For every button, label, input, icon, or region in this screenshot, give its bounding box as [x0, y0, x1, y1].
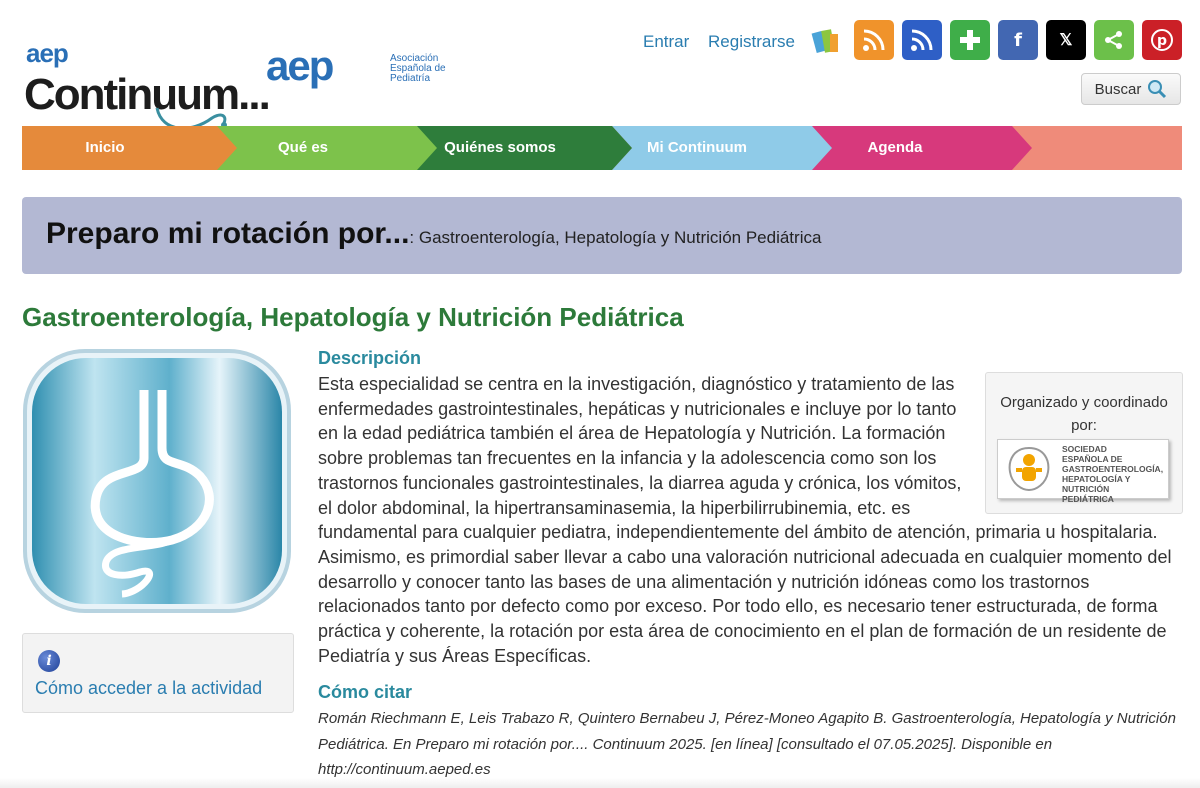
facebook-icon[interactable]: f	[998, 20, 1038, 60]
aep-logo-mark: aep	[266, 42, 333, 89]
digestive-system-icon	[22, 348, 292, 614]
add-icon[interactable]	[950, 20, 990, 60]
nav-background	[22, 126, 1182, 170]
continuum-logo-text: Continuum...	[24, 70, 269, 119]
aep-logo-text: Asociación Española de Pediatría	[390, 53, 446, 84]
access-activity-link[interactable]: Cómo acceder a la actividad	[35, 678, 263, 698]
seghnp-logo[interactable]	[997, 439, 1169, 504]
banner-title	[46, 217, 821, 251]
user-links	[643, 32, 809, 52]
register-link[interactable]: Registrarse	[708, 32, 795, 51]
share-icon[interactable]	[1094, 20, 1134, 60]
svg-text:p: p	[1156, 33, 1168, 49]
continuum-logo[interactable]	[24, 38, 269, 138]
main-nav	[22, 126, 1182, 170]
x-icon[interactable]: 𝕏	[1046, 20, 1086, 60]
banner-title-main: Preparo mi rotación por...	[46, 217, 410, 250]
page-banner	[22, 197, 1182, 274]
organizer-label: Organizado y coordinado por:	[1000, 394, 1168, 434]
bottom-fade	[0, 778, 1200, 788]
aep-logo[interactable]	[266, 42, 466, 102]
social-toolbar	[806, 20, 1182, 60]
continuum-logo-caep: aep	[26, 38, 68, 68]
rss-alt-icon[interactable]	[902, 20, 942, 60]
organizer-box	[985, 372, 1183, 514]
search-button[interactable]	[1081, 73, 1181, 105]
citation-text: Román Riechmann E, Leis Trabazo R, Quintero Bernabeu J, Pérez-Moneo Agapito B. Gastroenterología, Hepatología y Nutrición Pediátrica. En Preparo mi rotación por.... Continuum 2025. [en línea] [consultado el 07.05.2025]. Disponible en http://continuum.aeped.es	[318, 710, 1176, 778]
books-icon[interactable]	[806, 20, 846, 60]
pinterest-icon[interactable]	[1142, 20, 1182, 60]
seghnp-logo-text: SOCIEDAD ESPAÑOLA DE GASTROENTEROLOGÍA, HEPATOLOGÍA Y NUTRICIÓN PEDIÁTRICA	[1062, 444, 1164, 504]
rss-icon[interactable]	[854, 20, 894, 60]
info-icon: i	[38, 650, 60, 672]
access-info-box	[22, 633, 294, 713]
search-label: Buscar	[1094, 80, 1142, 98]
nav-agenda[interactable]: Agenda	[867, 139, 923, 156]
search-icon	[1147, 79, 1167, 99]
description-heading: Descripción	[318, 348, 422, 368]
login-link[interactable]: Entrar	[643, 32, 690, 51]
nav-que-es[interactable]: Qué es	[277, 139, 329, 156]
page-title: Gastroenterología, Hepatología y Nutrición Pediátrica	[22, 302, 684, 332]
child-figure-icon	[1004, 446, 1054, 492]
cite-heading: Cómo citar	[318, 682, 413, 702]
nav-mi-continuum[interactable]: Mi Continuum	[647, 139, 747, 156]
banner-subtitle: : Gastroenterología, Hepatología y Nutrición Pediátrica	[409, 228, 822, 247]
nav-quienes-somos[interactable]: Quiénes somos	[444, 139, 556, 156]
nav-inicio[interactable]: Inicio	[85, 139, 125, 156]
description-body: Esta especialidad se centra en la investigación, diagnóstico y tratamiento de las enfermedades gastrointestinales, hepáticas y nutricionales e incluye por lo tanto en la edad pediátrica también el área de Hepatología y Nutrición. La formación sobre problemas tan frecuentes en la infancia y la adolescencia como son los trastornos funcionales gastrointestinales, la diarrea aguda y crónica, los vómitos, el dolor abdominal, la hipertransaminasemia, la hiperbilirrubinemia, etc. es fundamental para cualquier pediatra, independientemente del ámbito de atención, primaria u hospitalaria. Asimismo, es primordial saber llevar a cabo una valoración nutricional adecuada en cualquier momento del desarrollo y conocer tanto las bases de una alimentación y nutrición idóneas como los trastornos relacionados tanto por defecto como por exceso. Por todo ello, es necesario tener estructurada, de forma práctica y coherente, la rotación por esta área de conocimiento en el plan de formación de un residente de Pediatría y sus Áreas Específicas.	[318, 374, 1172, 666]
